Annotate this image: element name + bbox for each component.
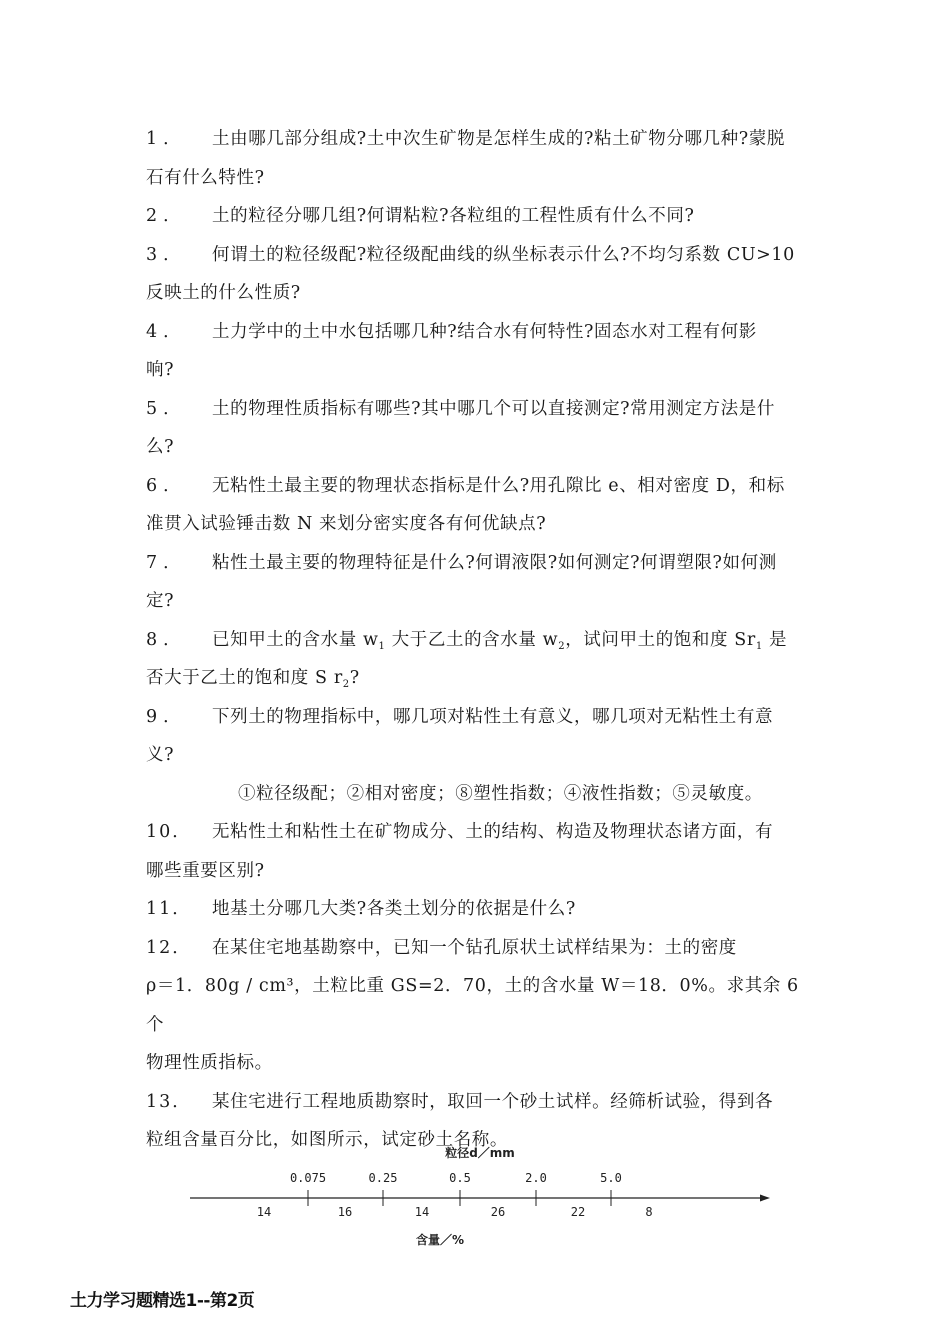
- question-number: 8．: [146, 629, 187, 650]
- grain-size-figure: [188, 1140, 778, 1250]
- question-text: 已知甲土的含水量 w: [212, 629, 379, 650]
- question-text: 土力学中的土中水包括哪几种?结合水有何特性?固态水对工程有何影: [212, 321, 757, 342]
- question-2: [146, 197, 814, 236]
- question-11: [146, 890, 814, 929]
- question-10-cont: 哪些重要区别?: [146, 860, 265, 881]
- question-5-cont: 么?: [146, 437, 175, 457]
- question-number: 1．: [146, 129, 187, 149]
- question-number: 3．: [146, 244, 187, 265]
- percentage-label: 16: [337, 1205, 353, 1219]
- boundary-label: 0.075: [289, 1171, 327, 1185]
- question-text: 土的物理性质指标有哪些?其中哪几个可以直接测定?常用测定方法是什: [212, 398, 775, 419]
- percentage-label: 14: [414, 1205, 430, 1219]
- question-9-cont: 义?: [146, 745, 175, 765]
- question-number: 2．: [146, 206, 187, 226]
- axis-arrow-icon: [760, 1195, 770, 1202]
- subscript: 2: [558, 640, 566, 652]
- question-text: 地基土分哪几大类?各类土划分的依据是什么?: [212, 899, 576, 919]
- question-1-cont: 石有什么特性?: [146, 167, 265, 188]
- question-text: 土由哪几部分组成?土中次生矿物是怎样生成的?粘土矿物分哪几种?蒙脱: [212, 129, 785, 149]
- question-4: [146, 313, 814, 352]
- question-number: 5．: [146, 398, 187, 419]
- percentage-label: 14: [256, 1205, 272, 1219]
- boundary-label: 5.0: [600, 1171, 622, 1185]
- percentage-label: 22: [570, 1205, 586, 1219]
- question-number: 4．: [146, 321, 187, 342]
- figure-bottom-label: 含量／%: [415, 1233, 465, 1247]
- subscript: 2: [342, 679, 350, 690]
- question-12-cont: ρ＝1．80g / cm³，土粒比重 GS=2．70，土的含水量 W＝18．0%。求其余 6 个: [146, 976, 799, 1035]
- question-5: [146, 390, 814, 429]
- question-number: 7．: [146, 552, 187, 573]
- question-text: ?: [349, 668, 360, 688]
- question-1: [146, 120, 814, 159]
- question-list: [146, 120, 814, 1160]
- boundary-label: 0.5: [449, 1171, 471, 1185]
- question-number: 11．: [146, 899, 192, 919]
- percentage-label: 26: [490, 1205, 506, 1219]
- question-text: 某住宅进行工程地质勘察时，取回一个砂土试样。经筛析试验，得到各: [212, 1091, 774, 1112]
- question-text: 是: [762, 629, 788, 650]
- question-text: 否大于乙土的饱和度 S r: [146, 668, 343, 688]
- question-number: 13．: [146, 1091, 192, 1112]
- question-text: 大于乙土的含水量 w: [385, 629, 559, 650]
- question-9-options: ①粒径级配；②相对密度；⑧塑性指数；④液性指数；⑤灵敏度。: [238, 783, 763, 804]
- question-number: 12．: [146, 937, 192, 958]
- question-number: 10．: [146, 822, 192, 842]
- question-12-cont: 物理性质指标。: [146, 1053, 273, 1073]
- question-text: 在某住宅地基勘察中，已知一个钻孔原状土试样结果为：土的密度: [212, 937, 737, 958]
- question-text: 下列土的物理指标中，哪几项对粘性土有意义，哪几项对无粘性土有意: [212, 706, 774, 727]
- subscript: 1: [378, 640, 386, 652]
- question-text: 粘性土最主要的物理特征是什么?何谓液限?如何测定?何谓塑限?如何测: [212, 552, 777, 573]
- question-8-cont: [146, 659, 814, 698]
- question-10: [146, 813, 814, 852]
- question-3-cont: 反映土的什么性质?: [146, 283, 301, 303]
- question-8: [146, 621, 814, 660]
- page-footer: 土力学习题精选1--第2页: [70, 1291, 255, 1311]
- question-7-cont: 定?: [146, 591, 175, 611]
- percentage-label: 8: [645, 1205, 653, 1219]
- question-12: [146, 929, 814, 968]
- question-text: 无粘性土最主要的物理状态指标是什么?用孔隙比 e、相对密度 D，和标: [212, 475, 785, 496]
- question-text: ，试问甲土的饱和度 Sr: [565, 629, 756, 650]
- question-3: [146, 236, 814, 275]
- question-7: [146, 544, 814, 583]
- question-text: 无粘性土和粘性土在矿物成分、土的结构、构造及物理状态诸方面，有: [212, 822, 774, 842]
- question-13: [146, 1083, 814, 1122]
- question-13-cont: 粒组含量百分比，如图所示，试定砂土名称。: [146, 1130, 508, 1150]
- grain-size-diagram: [188, 1140, 778, 1250]
- question-number: 6．: [146, 475, 187, 496]
- question-text: 何谓土的粒径级配?粒径级配曲线的纵坐标表示什么?不均匀系数 CU>10: [212, 244, 795, 265]
- subscript: 1: [755, 640, 763, 652]
- boundary-label: 2.0: [525, 1171, 547, 1185]
- question-9: [146, 698, 814, 737]
- question-text: 土的粒径分哪几组?何谓粘粒?各粒组的工程性质有什么不同?: [212, 206, 695, 226]
- figure-top-label: 粒径d／mm: [445, 1146, 515, 1160]
- boundary-label: 0.25: [368, 1171, 398, 1185]
- question-number: 9．: [146, 706, 187, 727]
- question-4-cont: 响?: [146, 360, 175, 380]
- question-6-cont: 准贯入试验锤击数 N 来划分密实度各有何优缺点?: [146, 514, 547, 534]
- question-6: [146, 467, 814, 506]
